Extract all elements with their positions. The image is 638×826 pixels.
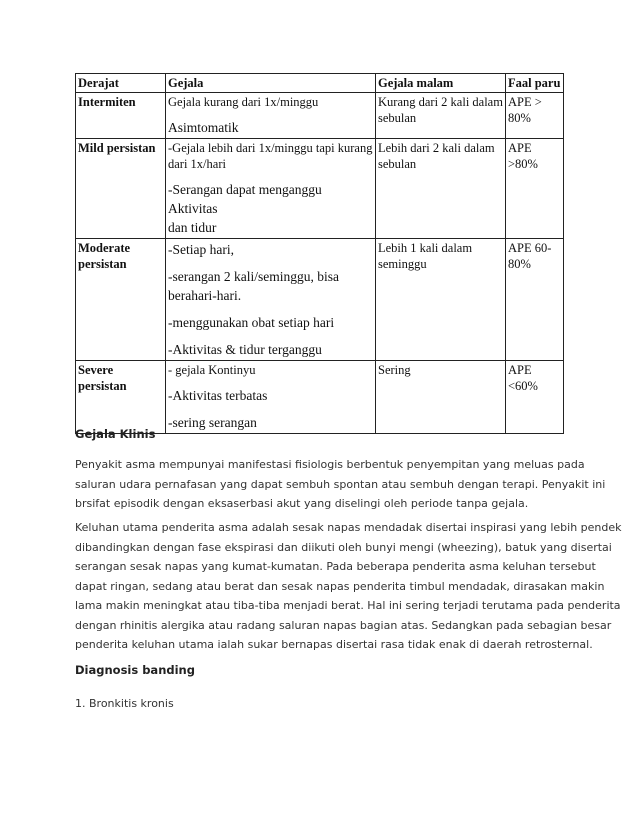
table-header-row xyxy=(76,74,564,93)
paragraph-line: Penyakit asma mempunyai manifestasi fisiologis berbentuk penyempitan yang meluas pada xyxy=(75,458,585,471)
cell-gejala xyxy=(166,361,376,434)
cell-line: - gejala Kontinyu xyxy=(168,363,256,377)
paragraph-line: Keluhan utama penderita asma adalah sesak napas mendadak disertai inspirasi yang lebih pendek xyxy=(75,521,622,534)
paragraph-line: dibandingkan dengan fase ekspirasi dan diikuti oleh bunyi mengi (wheezing), batuk yang disertai xyxy=(75,540,612,554)
cell-derajat xyxy=(76,93,166,139)
paragraph-gejala-klinis-1 xyxy=(75,455,606,514)
section-title-gejala-klinis: Gejala Klinis xyxy=(75,427,156,441)
cell-line: >80% xyxy=(508,157,538,171)
table-row xyxy=(76,239,564,361)
cell-faal-paru xyxy=(506,139,564,239)
header-derajat: Derajat xyxy=(76,74,166,93)
cell-line: Kurang dari 2 kali dalam xyxy=(378,95,503,109)
cell-line: APE xyxy=(508,363,532,377)
header-gejala: Gejala xyxy=(166,74,376,93)
header-faal-paru: Faal paru xyxy=(506,74,564,93)
cell-gejala-malam xyxy=(376,239,506,361)
cell-line: Sering xyxy=(378,363,411,377)
cell-line: APE 60- xyxy=(508,241,552,255)
paragraph-line: serangan sesak napas yang kumat-kumatan. Pada beberapa penderita asma keluhan tersebut xyxy=(75,560,596,573)
list-item: 1. Bronkitis kronis xyxy=(75,697,174,710)
cell-line: dan tidur xyxy=(168,220,217,235)
asthma-classification-table xyxy=(75,73,564,434)
table-row xyxy=(76,139,564,239)
cell-derajat xyxy=(76,139,166,239)
cell-line: APE > xyxy=(508,95,542,109)
cell-line: -Gejala lebih dari 1x/minggu tapi kurang xyxy=(168,141,373,155)
cell-line: sebulan xyxy=(378,111,417,125)
cell-faal-paru xyxy=(506,93,564,139)
cell-line: <60% xyxy=(508,379,538,393)
cell-line: seminggu xyxy=(378,257,427,271)
cell-line: Intermiten xyxy=(78,95,136,109)
table-row xyxy=(76,361,564,434)
cell-faal-paru xyxy=(506,361,564,434)
cell-line: -serangan 2 kali/seminggu, bisa xyxy=(168,269,339,284)
cell-line: Lebih dari 2 kali dalam xyxy=(378,141,495,155)
cell-gejala xyxy=(166,139,376,239)
cell-line: -Aktivitas terbatas xyxy=(168,388,268,403)
cell-gejala-malam xyxy=(376,139,506,239)
cell-line: -Serangan dapat menganggu Aktivitas xyxy=(168,182,322,216)
cell-line: Lebih 1 kali dalam xyxy=(378,241,473,255)
cell-line: persistan xyxy=(78,257,127,271)
cell-gejala xyxy=(166,93,376,139)
section-title-diagnosis-banding: Diagnosis banding xyxy=(75,663,195,677)
paragraph-line: dapat ringan, sedang atau berat dan sesak napas penderita timbul mendadak, dirasakan makin xyxy=(75,579,605,593)
paragraph-line: dengan rhinitis alergika atau radang saluran napas bagian atas. Sedangkan pada sebagian besar xyxy=(75,618,612,632)
paragraph-line: lama makin meningkat atau tiba-tiba menjadi berat. Hal ini sering terjadi terutama pada penderita xyxy=(75,599,621,612)
cell-line: berahari-hari. xyxy=(168,288,242,303)
cell-line: -Aktivitas & tidur terganggu xyxy=(168,342,322,357)
cell-line: APE xyxy=(508,141,532,155)
cell-line: 80% xyxy=(508,111,531,125)
cell-gejala-malam xyxy=(376,361,506,434)
paragraph-line: brsifat episodik dengan eksaserbasi akut yang diselingi oleh periode tanpa gejala. xyxy=(75,497,529,510)
cell-line: -Setiap hari, xyxy=(168,242,234,257)
cell-derajat xyxy=(76,361,166,434)
cell-line: Asimtomatik xyxy=(168,120,239,135)
cell-gejala xyxy=(166,239,376,361)
cell-derajat xyxy=(76,239,166,361)
cell-faal-paru xyxy=(506,239,564,361)
cell-line: sebulan xyxy=(378,157,417,171)
cell-line: -sering serangan xyxy=(168,415,257,430)
cell-line: Gejala kurang dari 1x/minggu xyxy=(168,95,319,109)
header-gejala-malam: Gejala malam xyxy=(376,74,506,93)
paragraph-gejala-klinis-2 xyxy=(75,518,622,655)
cell-line: -menggunakan obat setiap hari xyxy=(168,315,335,330)
cell-gejala-malam xyxy=(376,93,506,139)
paragraph-line: saluran udara pernafasan yang dapat sembuh spontan atau sembuh dengan terapi. Penyakit ini xyxy=(75,477,606,491)
cell-line: Moderate xyxy=(78,241,131,255)
cell-line: 80% xyxy=(508,257,531,271)
paragraph-line: penderita keluhan utama ialah sukar bernapas disertai rasa tidak enak di daerah retrosternal. xyxy=(75,638,593,651)
cell-line: Mild persistan xyxy=(78,141,156,155)
cell-line: dari 1x/hari xyxy=(168,157,226,171)
cell-line: Severe persistan xyxy=(78,363,127,393)
table-row xyxy=(76,93,564,139)
